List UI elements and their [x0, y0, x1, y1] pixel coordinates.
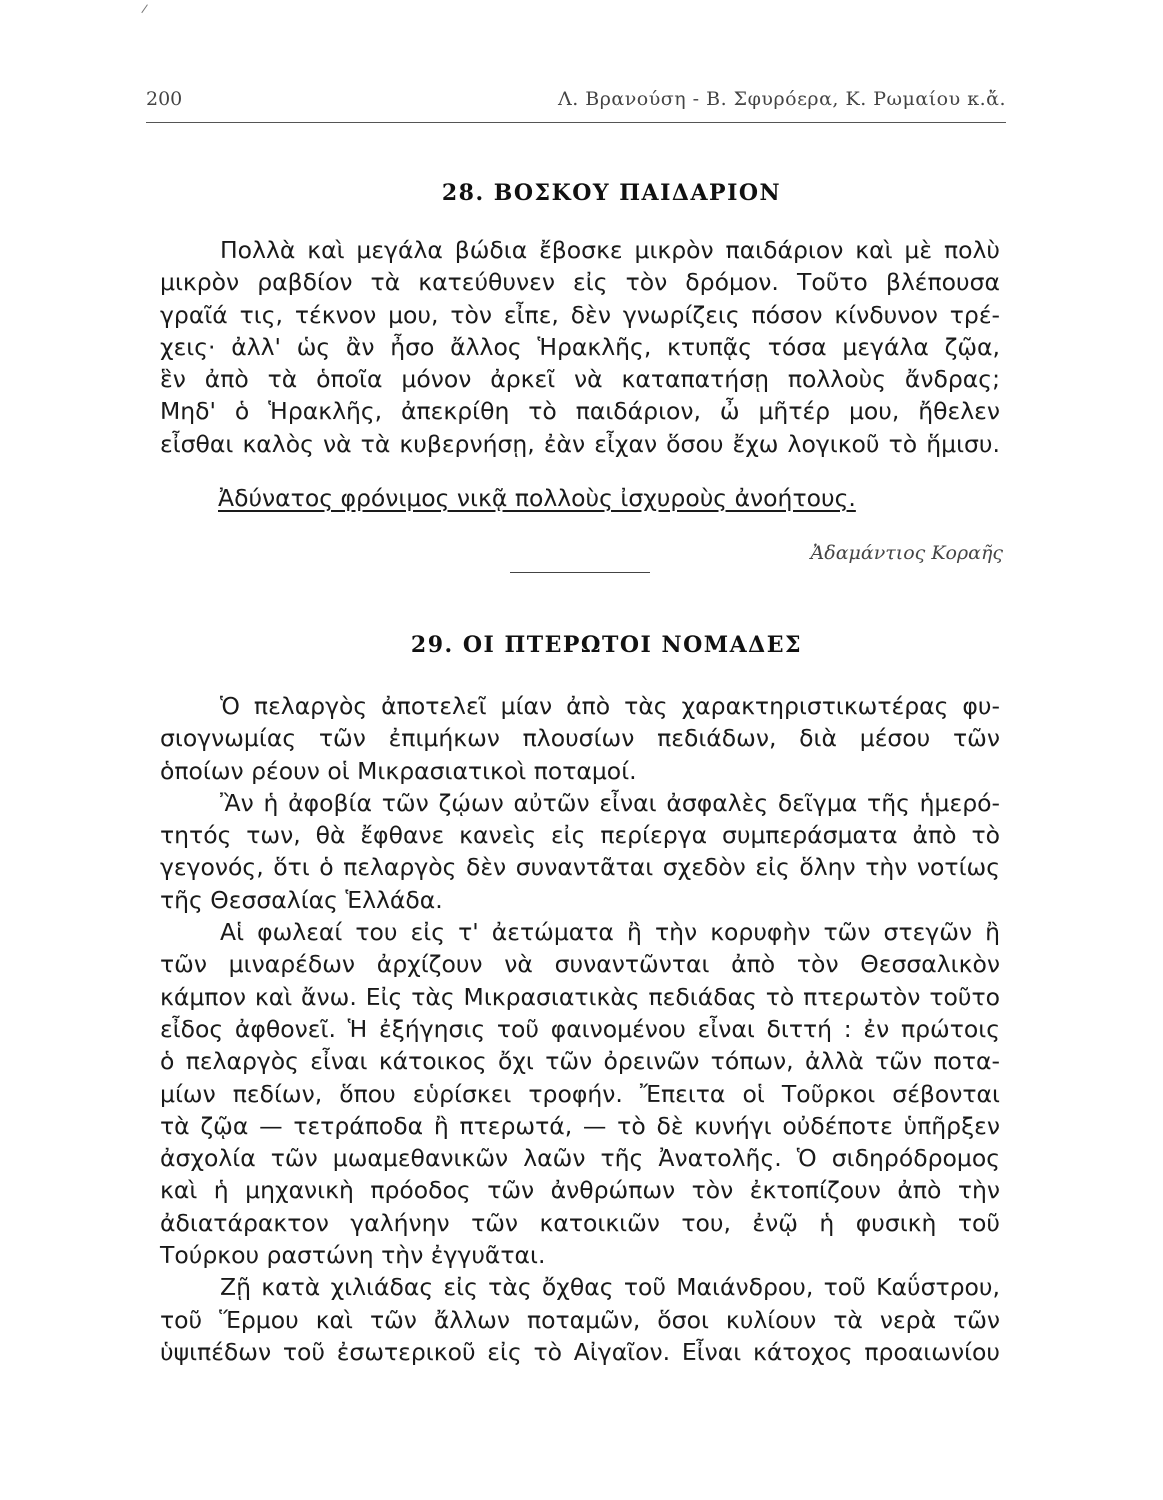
section-29-title: 29. ΟΙ ΠΤΕΡΩΤΟΙ ΝΟΜΑΔΕΣ	[410, 632, 803, 658]
section-28-body	[160, 234, 1000, 460]
section-29-body	[160, 690, 1000, 1368]
text-line: τῆς Θεσσαλίας Ἑλλάδα.	[160, 885, 443, 914]
page-number: 200	[146, 88, 183, 110]
header-authors: Λ. Βρανούση - Β. Σφυρόερα, Κ. Ρωμαίου κ.ἄ.	[557, 88, 1006, 110]
text-line: Μηδ' ὁ Ἡρακλῆς, ἀπεκρίθη τὸ παιδάριον, ὦ μῆτέρ μου, ἤθελεν	[160, 397, 1000, 426]
text-line: γραῖά τις, τέκνον μου, τὸν εἶπε, δὲν γνωρίζεις πόσον κίνδυνον τρέ-	[160, 300, 1000, 329]
text-line: Τούρκου ραστώνη τὴν ἐγγυᾶται.	[160, 1241, 546, 1270]
text-line: εἶσθαι καλὸς νὰ τὰ κυβερνήσῃ, ἐὰν εἶχαν ὅσου ἔχω λογικοῦ τὸ ἥμισυ.	[160, 429, 1000, 458]
text-line: Πολλὰ καὶ μεγάλα βώδια ἔβοσκε μικρὸν παιδάριον καὶ μὲ πολὺ	[220, 236, 1000, 264]
text-line: τὰ ζῷα — τετράποδα ἢ πτερωτά, — τὸ δὲ κυνήγι οὐδέποτε ὑπῆρξεν	[160, 1111, 1000, 1140]
text-line: κάμπον καὶ ἄνω. Εἰς τὰς Μικρασιατικὰς πεδιάδας τὸ πτερωτὸν τοῦτο	[160, 982, 1000, 1011]
section-28-title: 28. ΒΟΣΚΟΥ ΠΑΙΔΑΡΙΟΝ	[441, 180, 782, 206]
text-line: καὶ ἡ μηχανικὴ πρόοδος τῶν ἀνθρώπων τὸν ἐκτοπίζουν ἀπὸ τὴν	[160, 1176, 1000, 1205]
text-line: τῶν μιναρέδων ἀρχίζουν νὰ συναντῶνται ἀπὸ τὸν Θεσσαλικὸν	[160, 950, 1000, 979]
text-line: ὁποίων ρέουν οἱ Μικρασιατικοὶ ποταμοί.	[160, 756, 637, 785]
text-line: τητός των, θὰ ἔφθανε κανεὶς εἰς περίεργα συμπεράσματα ἀπὸ τὸ	[160, 821, 1000, 850]
text-line: ἓν ἀπὸ τὰ ὁποῖα μόνον ἀρκεῖ νὰ καταπατήσῃ πολλοὺς ἄνδρας;	[160, 365, 1000, 394]
text-line: ὁ πελαργὸς εἶναι κάτοικος ὄχι τῶν ὀρεινῶν τόπων, ἀλλὰ τῶν ποτα-	[160, 1047, 1000, 1076]
header-rule	[146, 122, 1006, 123]
text-line: ὑψιπέδων τοῦ ἐσωτερικοῦ εἰς τὸ Αἰγαῖον. Εἶναι κάτοχος προαιωνίου	[160, 1337, 1000, 1366]
text-line: τοῦ Ἕρμου καὶ τῶν ἄλλων ποταμῶν, ὅσοι κυλίουν τὰ νερὰ τῶν	[160, 1305, 1000, 1334]
author-signature: Ἀδαμάντιος Κοραῆς	[810, 542, 1003, 564]
text-line: εἶδος ἀφθονεῖ. Ἡ ἐξήγησις τοῦ φαινομένου εἶναι διττή : ἐν πρώτοις	[160, 1014, 1000, 1043]
text-line: Ζῇ κατὰ χιλιάδας εἰς τὰς ὄχθας τοῦ Μαιάνδρου, τοῦ Καΰστρου,	[220, 1273, 1000, 1302]
text-line: μικρὸν ραβδίον τὰ κατεύθυνεν εἰς τὸν δρόμον. Τοῦτο βλέπουσα	[160, 268, 1000, 297]
text-line: σιογνωμίας τῶν ἐπιμήκων πλουσίων πεδιάδων, διὰ μέσου τῶν	[160, 724, 1000, 753]
text-line: Ὁ πελαργὸς ἀποτελεῖ μίαν ἀπὸ τὰς χαρακτηριστικωτέρας φυ-	[220, 692, 1000, 720]
text-line: χεις· ἀλλ' ὡς ἂν ἦσο ἄλλος Ἡρακλῆς, κτυπᾷς τόσα μεγάλα ζῷα,	[160, 332, 1000, 361]
section-separator	[510, 572, 650, 573]
text-line: Αἱ φωλεαί του εἰς τ' ἀετώματα ἢ τὴν κορυφὴν τῶν στεγῶν ἢ	[220, 918, 1000, 947]
moral-line: Ἀδύνατος φρόνιμος νικᾷ πολλοὺς ἰσχυροὺς ἀνοήτους.	[218, 484, 856, 512]
text-line: γεγονός, ὅτι ὁ πελαργὸς δὲν συναντᾶται σχεδὸν εἰς ὅλην τὴν νοτίως	[160, 853, 1000, 882]
text-line: μίων πεδίων, ὅπου εὑρίσκει τροφήν. Ἔπειτα οἱ Τοῦρκοι σέβονται	[160, 1079, 1000, 1108]
pencil-mark	[141, 4, 148, 13]
text-line: ἀδιατάρακτον γαλήνην τῶν κατοικιῶν του, ἐνῷ ἡ φυσικὴ τοῦ	[160, 1208, 1000, 1237]
text-line: ἀσχολία τῶν μωαμεθανικῶν λαῶν τῆς Ἀνατολῆς. Ὁ σιδηρόδρομος	[160, 1144, 1000, 1173]
text-line: Ἂν ἡ ἀφοβία τῶν ζῴων αὐτῶν εἶναι ἀσφαλὲς δεῖγμα τῆς ἡμερό-	[220, 788, 1000, 817]
